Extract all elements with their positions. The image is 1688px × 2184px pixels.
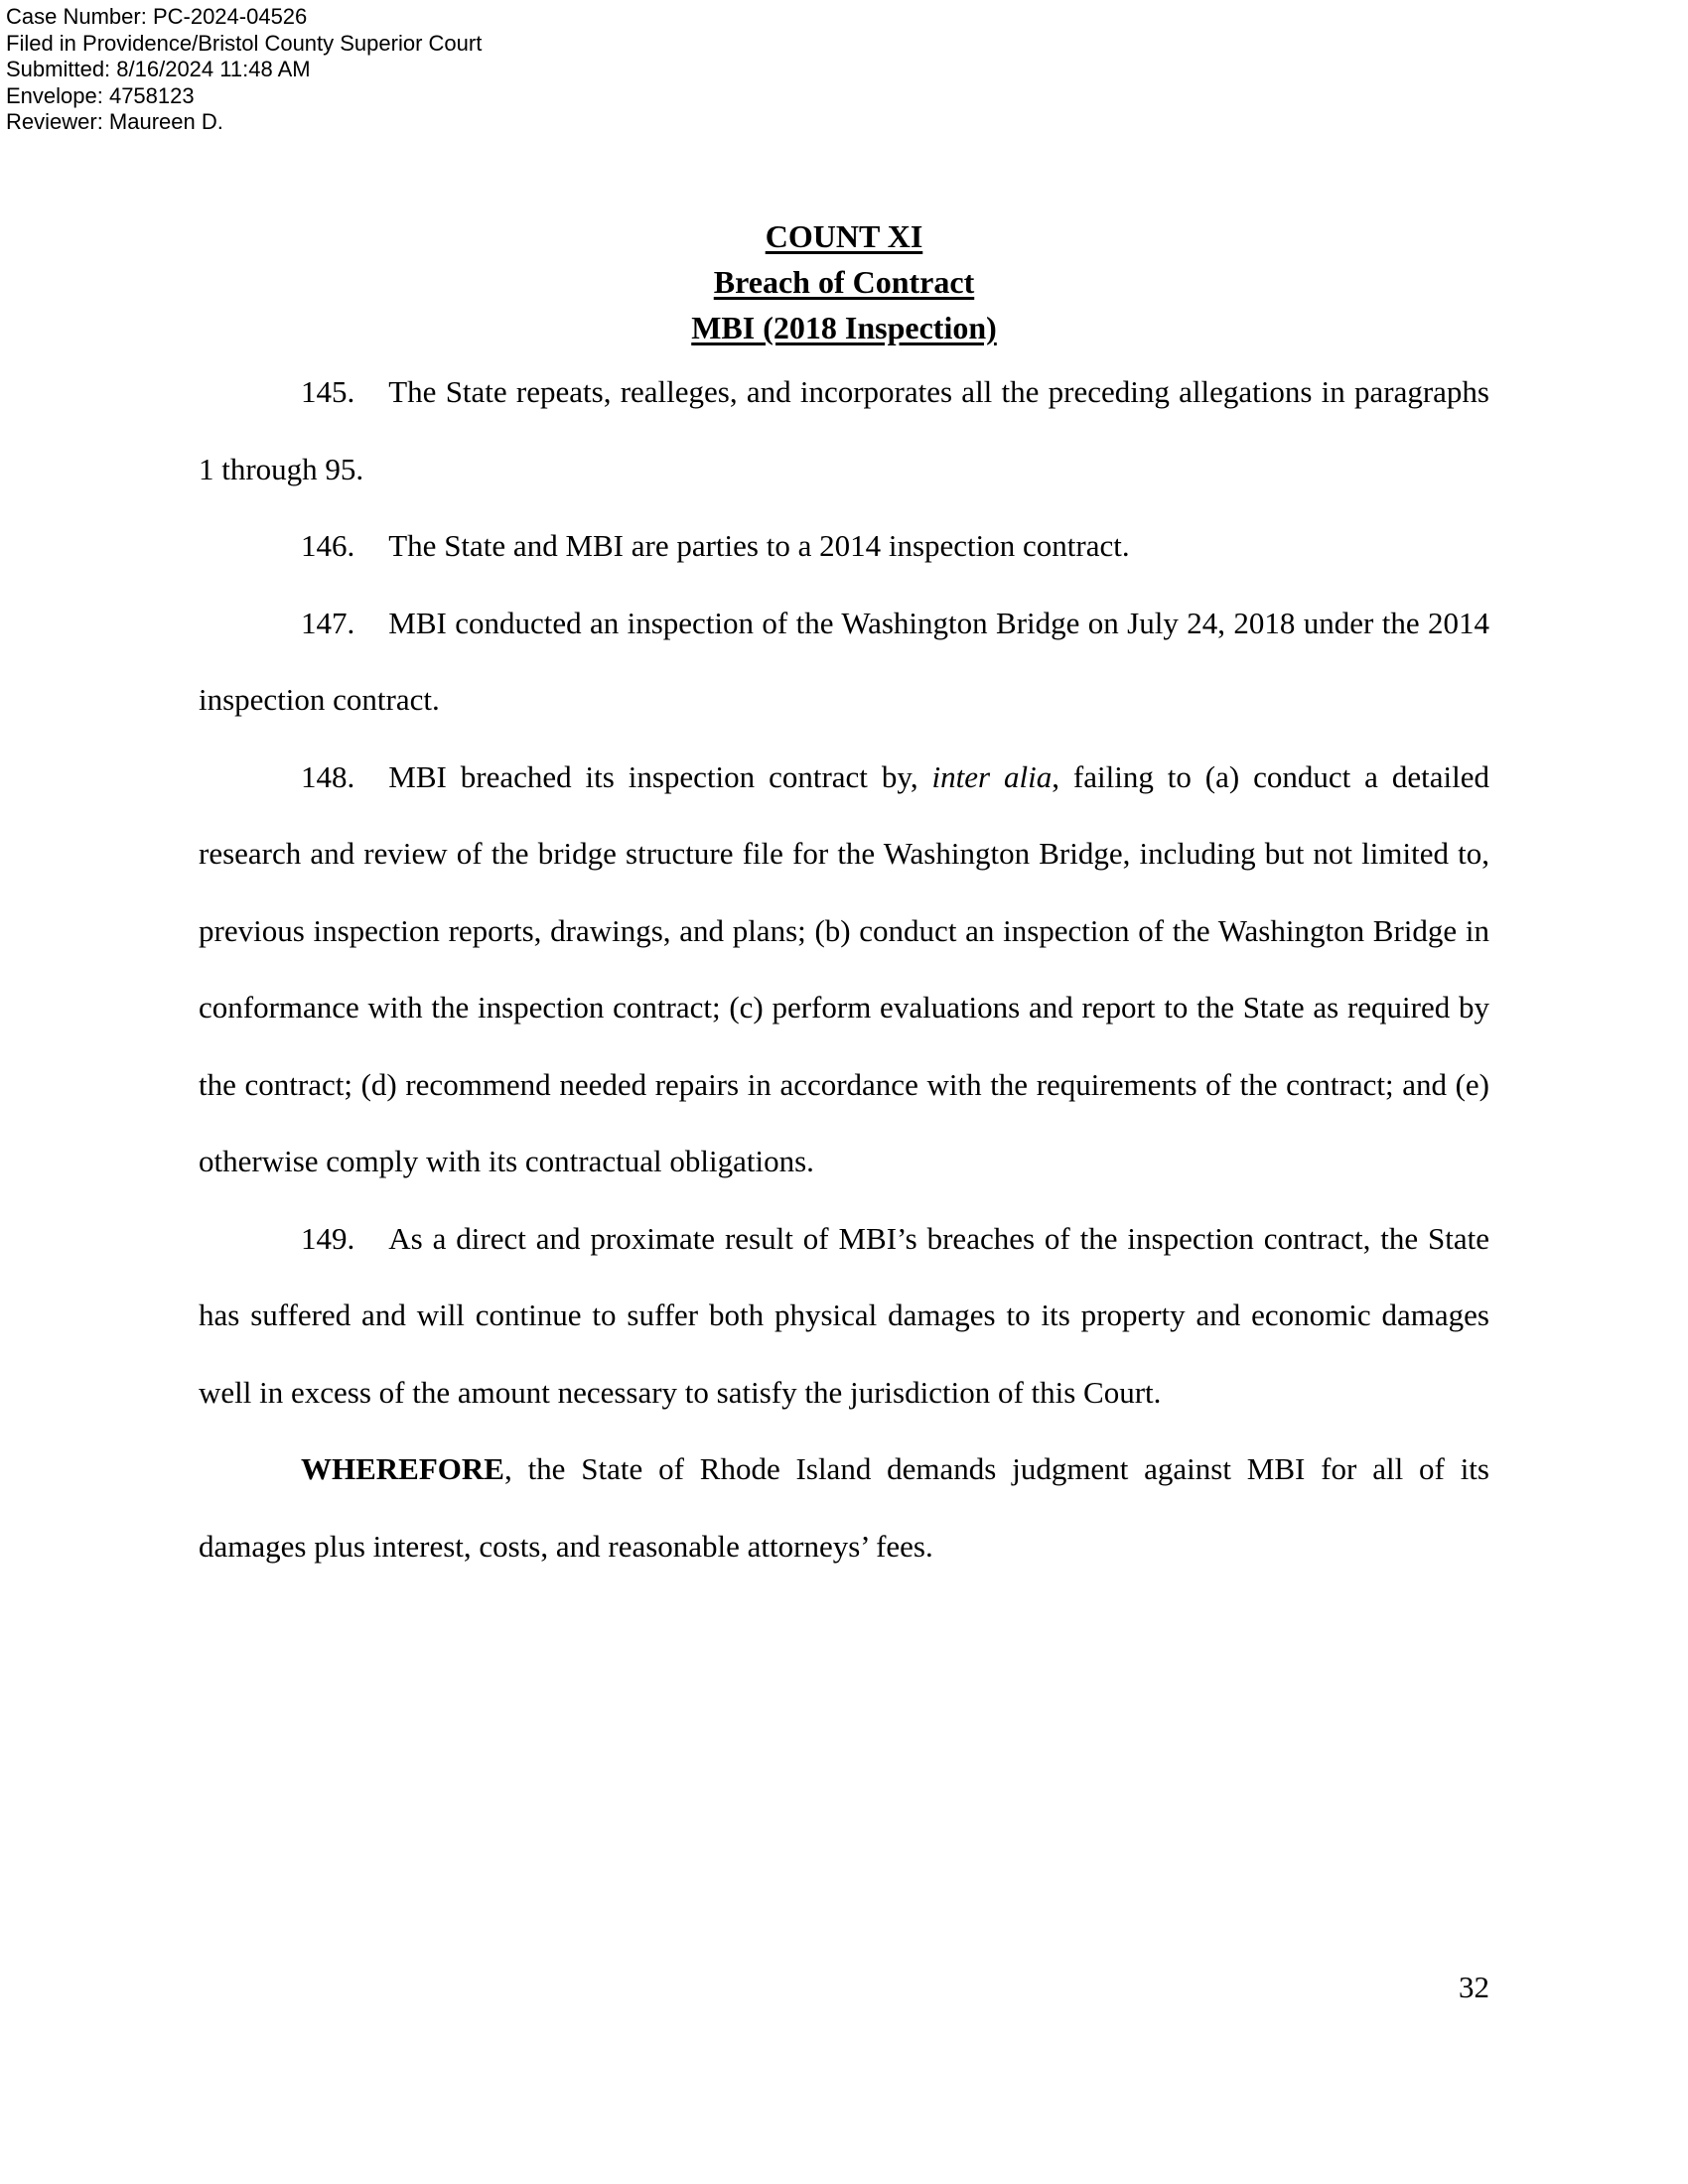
paragraph (199, 739, 1489, 1200)
paragraph-number: 145. (301, 374, 355, 409)
count-title-line (199, 213, 1489, 259)
count-subtitle: Breach of Contract (713, 264, 975, 300)
paragraph (199, 353, 1489, 507)
text-run: The State repeats, realleges, and incorporates all the preceding allegations in paragraphs 1 through 95. (199, 374, 1489, 486)
text-run: The State and MBI are parties to a 2014 inspection contract. (388, 528, 1130, 563)
stamp-reviewer: Reviewer: Maureen D. (6, 109, 223, 134)
count-subtitle-line (199, 259, 1489, 305)
text-run: MBI breached its inspection contract by, (388, 758, 932, 794)
count-title: COUNT XI (765, 218, 923, 254)
text-run: inter alia (931, 758, 1053, 794)
paragraph (199, 1431, 1489, 1584)
count-party-line (199, 305, 1489, 350)
paragraph (199, 507, 1489, 585)
count-party: MBI (2018 Inspection) (691, 310, 997, 345)
text-run: MBI conducted an inspection of the Washington Bridge on July 24, 2018 under the 2014 inspection contract. (199, 605, 1489, 717)
stamp-submitted: Submitted: 8/16/2024 11:48 AM (6, 57, 311, 81)
filing-stamp (6, 4, 482, 136)
paragraph (199, 1200, 1489, 1432)
text-run: , failing to (a) conduct a detailed research and review of the bridge structure file for the Washington Bridge, including but not limited to, previous inspection reports, drawings, and plans; (b) conduct an inspection of the Washington Bridge in conformance with the inspection contract; (c) perform evaluations and report to the State as required by the contract; (d) recommend needed repairs in accordance with the requirements of the contract; and (e) otherwise comply with its contractual obligations. (199, 758, 1489, 1178)
paragraph-number: 146. (301, 528, 355, 563)
stamp-filed-court: Filed in Providence/Bristol County Superior Court (6, 30, 483, 56)
page-number: 32 (1459, 1970, 1489, 2004)
paragraph (199, 585, 1489, 739)
document-body (199, 353, 1489, 1584)
text-run: As a direct and proximate result of MBI’s breaches of the inspection contract, the State has suffered and will continue to suffer both physical damages to its property and economic damages well in excess of the amount necessary to satisfy the jurisdiction of this Court. (199, 1220, 1489, 1410)
text-run: WHEREFORE (301, 1451, 504, 1486)
paragraph-number: 148. (301, 758, 355, 794)
stamp-case-number: Case Number: PC-2024-04526 (6, 4, 308, 29)
stamp-envelope: Envelope: 4758123 (6, 82, 195, 108)
paragraph-number: 147. (301, 605, 355, 640)
text-run: , the State of Rhode Island demands judgment against MBI for all of its damages plus interest, costs, and reasonable attorneys’ fees. (199, 1451, 1489, 1564)
paragraph-number: 149. (301, 1220, 355, 1256)
count-heading (199, 213, 1489, 350)
